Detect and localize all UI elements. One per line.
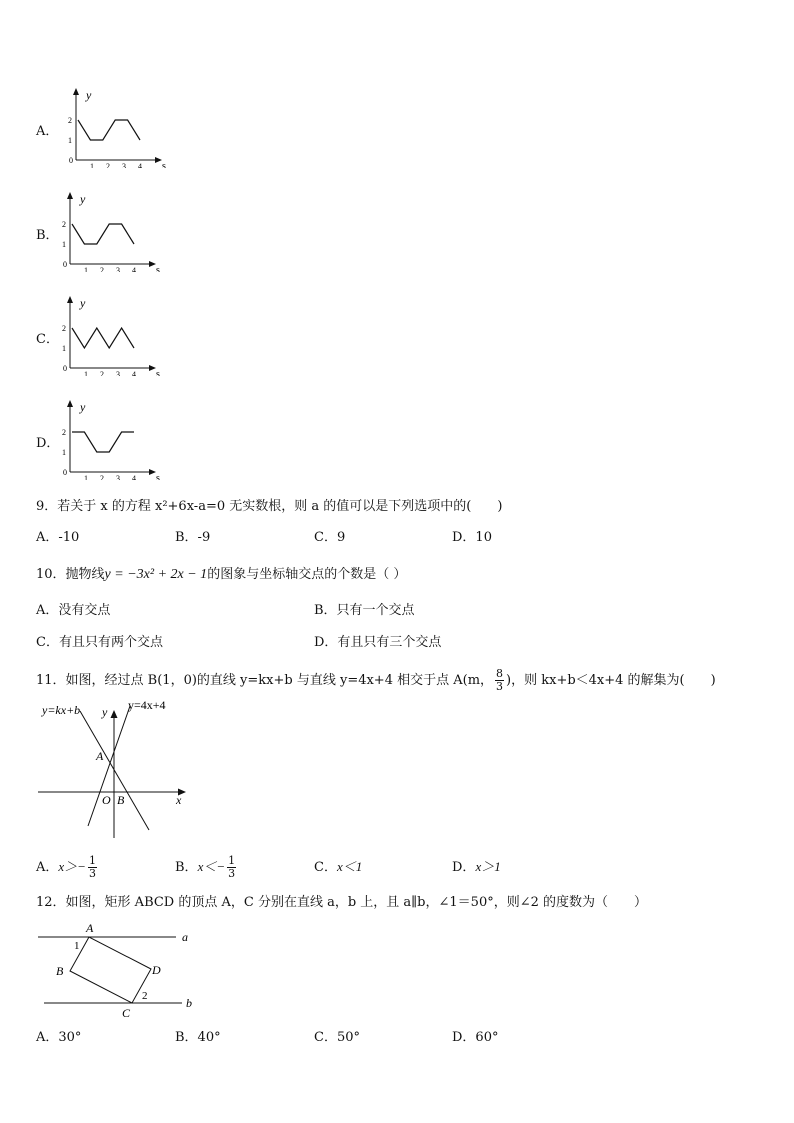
y-tick-label: 1 [62, 344, 66, 353]
x-tick-label: 2 [100, 266, 104, 272]
y-axis-arrow [67, 296, 73, 303]
q12-point-d: D [152, 963, 161, 977]
y-tick-label: 2 [62, 220, 66, 229]
q12-point-b: B [56, 964, 64, 978]
q11-part2: )，则 kx+b＜4x+4 的解集为( ) [506, 673, 716, 688]
y-tick-label: 2 [62, 428, 66, 437]
q12-line-a-label: a [182, 930, 188, 944]
q12-option-b: B．40° [175, 1030, 221, 1045]
q12-option-a: A．30° [36, 1030, 82, 1045]
q12-angle-2: 2 [142, 990, 148, 1002]
x-axis-label: s [156, 265, 160, 272]
x-tick-label: 3 [122, 162, 126, 168]
q8-graph-a [60, 86, 170, 168]
x-tick-label: 2 [106, 162, 110, 168]
q10-stem [36, 567, 406, 583]
x-axis-arrow [149, 469, 156, 475]
y-axis-label: y [80, 400, 86, 414]
q10-option-a: A．没有交点 [36, 603, 111, 618]
y-tick-label: 1 [62, 240, 66, 249]
x-axis-label: s [162, 161, 166, 168]
q12-line-b-label: b [186, 996, 192, 1010]
x-axis-arrow [155, 157, 162, 163]
q11-line2-label: y=4x+4 [128, 698, 166, 712]
q9-option-a: A．-10 [36, 530, 80, 545]
x-tick-label: 4 [132, 474, 136, 480]
origin-label: 0 [63, 260, 67, 269]
x-tick-label: 4 [132, 266, 136, 272]
q8-graph-b [54, 190, 164, 272]
x-axis-label: s [156, 369, 160, 376]
y-axis-label: y [80, 296, 86, 310]
q11-fraction-numerator: 8 [496, 667, 504, 680]
graph-line [72, 432, 134, 452]
q12-stem: 12．如图，矩形 ABCD 的顶点 A，C 分别在直线 a，b 上，且 a∥b，∠1＝50°，则∠2 的度数为（ ） [36, 895, 648, 910]
x-tick-label: 1 [84, 266, 88, 272]
q10-formula: y = −3x² + 2x − 1 [104, 567, 208, 582]
x-tick-label: 3 [116, 474, 120, 480]
q11-fraction [495, 668, 504, 693]
q12-option-c: C．50° [314, 1030, 360, 1045]
origin-label: 0 [63, 364, 67, 373]
x-tick-label: 1 [84, 370, 88, 376]
q8-option-a-label: A． [36, 124, 59, 139]
y-tick-label: 2 [62, 324, 66, 333]
graph-line [78, 120, 140, 140]
origin-label: 0 [69, 156, 73, 165]
x-axis-label: s [156, 473, 160, 480]
q8-option-d-label: D． [36, 436, 60, 451]
q9-stem: 9．若关于 x 的方程 x²+6x-a=0 无实数根，则 a 的值可以是下列选项中的( ) [36, 499, 503, 514]
q8-option-c-label: C． [36, 332, 59, 347]
q12-point-c: C [122, 1006, 131, 1020]
origin-label: 0 [63, 468, 67, 477]
x-tick-label: 4 [138, 162, 142, 168]
q9-option-c: C．9 [314, 530, 346, 545]
q11-fraction-denominator: 3 [496, 680, 504, 693]
q11-part1: 11．如图，经过点 B(1，0)的直线 y=kx+b 与直线 y=4x+4 相交于点 A(m， [36, 673, 494, 688]
graph-line [72, 328, 134, 348]
q11-option-c: C．x＜1 [314, 859, 363, 875]
q11-stem [36, 668, 716, 693]
q12-point-a: A [86, 921, 94, 935]
q10-prefix: 10．抛物线 [36, 567, 105, 582]
y-tick-label: 1 [68, 136, 72, 145]
q11-point-a: A [96, 749, 104, 763]
q11-origin-o: O [102, 793, 111, 807]
q11-y-label: y [102, 705, 108, 719]
q11-option-b: B．x＜− $\frac{1}{3}$ [175, 854, 236, 880]
y-axis-arrow [67, 192, 73, 199]
q11-line1-label: y=kx+b [42, 703, 81, 717]
q11-option-d: D．x＞1 [452, 859, 501, 875]
y-tick-label: 2 [68, 116, 72, 125]
y-axis-label: y [86, 88, 92, 102]
x-tick-label: 4 [132, 370, 136, 376]
q8-graph-c [54, 294, 164, 376]
x-tick-label: 2 [100, 370, 104, 376]
q9-option-b: B．-9 [175, 530, 211, 545]
x-axis-arrow [149, 261, 156, 267]
y-axis-arrow [67, 400, 73, 407]
q10-option-d: D．有且只有三个交点 [314, 635, 442, 650]
q10-option-c: C．有且只有两个交点 [36, 635, 163, 650]
q11-point-b: B [117, 793, 125, 807]
q9-option-d: D．10 [452, 530, 492, 545]
q12-angle-1: 1 [74, 940, 80, 952]
q11-figure [36, 698, 196, 843]
q12-figure [36, 918, 206, 1022]
x-tick-label: 1 [84, 474, 88, 480]
x-tick-label: 1 [90, 162, 94, 168]
q8-graph-d [54, 398, 164, 480]
y-axis-label: y [80, 192, 86, 206]
x-tick-label: 2 [100, 474, 104, 480]
q11-option-a: A．x＞− $\frac{1}{3}$ [36, 854, 96, 880]
q11-x-label: x [176, 793, 182, 807]
q10-suffix: 的图象与坐标轴交点的个数是（ ） [207, 567, 407, 582]
graph-line [72, 224, 134, 244]
x-tick-label: 3 [116, 266, 120, 272]
q12-option-d: D．60° [452, 1030, 499, 1045]
x-tick-label: 3 [116, 370, 120, 376]
y-axis-arrow [73, 88, 79, 95]
q8-option-b-label: B． [36, 228, 59, 243]
q10-option-b: B．只有一个交点 [314, 603, 415, 618]
y-tick-label: 1 [62, 448, 66, 457]
x-axis-arrow [149, 365, 156, 371]
